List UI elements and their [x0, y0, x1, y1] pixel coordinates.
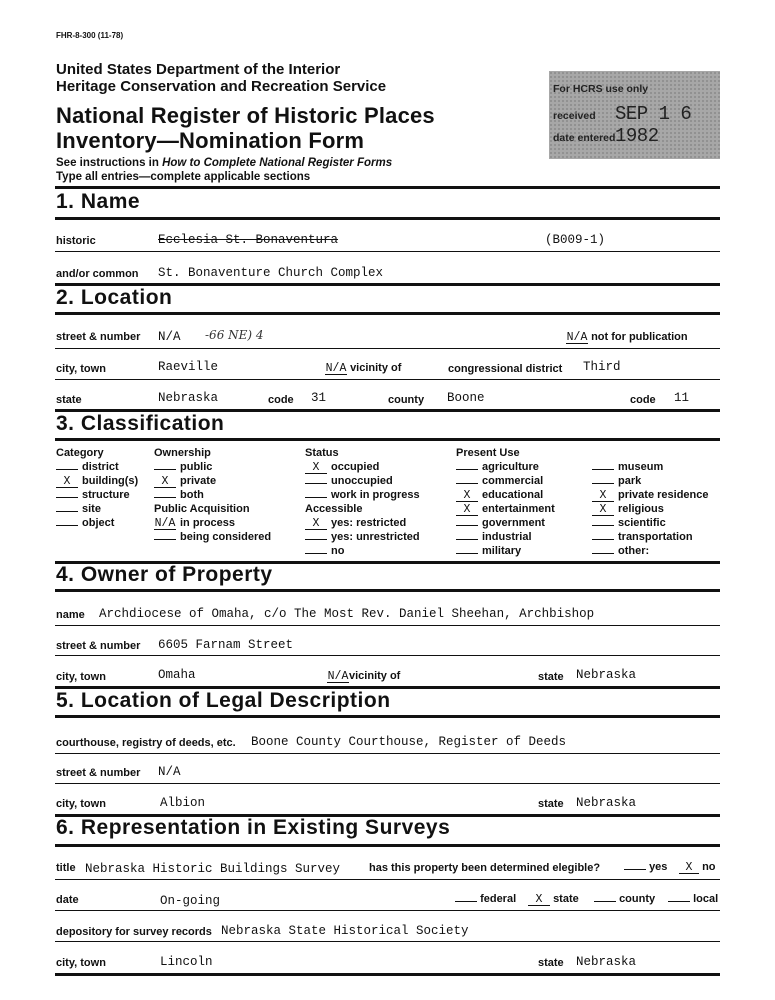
survey-date-label: date	[56, 894, 79, 906]
field-rule	[55, 753, 720, 754]
option-mark	[305, 553, 327, 554]
option-label: other:	[618, 545, 650, 557]
option-label: structure	[82, 489, 130, 501]
option-label: district	[82, 461, 119, 473]
legal-street-field[interactable]: N/A	[158, 765, 181, 779]
option-mark	[456, 539, 478, 540]
option-mark	[305, 483, 327, 484]
section-2-heading: 2. Location	[56, 286, 173, 309]
owner-city-field[interactable]: Omaha	[158, 668, 196, 682]
county-label: county	[388, 394, 425, 406]
category-heading: Category	[56, 447, 104, 459]
classification-option[interactable]	[592, 503, 664, 516]
state-field[interactable]: Nebraska	[158, 391, 219, 405]
level-state-label: state	[553, 893, 579, 905]
eligibility-yes-label: yes	[649, 861, 668, 873]
section-rule	[55, 715, 720, 718]
owner-street-field[interactable]: 6605 Farnam Street	[158, 638, 294, 652]
option-label: yes: restricted	[331, 517, 407, 529]
survey-state-label: state	[538, 957, 564, 969]
classification-option[interactable]	[456, 531, 532, 543]
section-6-heading: 6. Representation in Existing Surveys	[56, 816, 451, 839]
option-label: educational	[482, 489, 544, 501]
option-mark	[592, 525, 614, 526]
option-mark	[56, 469, 78, 470]
option-mark	[592, 483, 614, 484]
service-title: Heritage Conservation and Recreation Service	[56, 78, 387, 95]
option-mark: X	[592, 490, 614, 502]
option-label: in process	[180, 517, 236, 529]
level-county[interactable]	[594, 893, 655, 905]
option-label: military	[482, 545, 522, 557]
owner-name-field[interactable]: Archdiocese of Omaha, c/o The Most Rev. Daniel Sheehan, Archbishop	[99, 607, 595, 621]
congressional-district-field[interactable]: Third	[583, 360, 621, 374]
city-town-label: city, town	[56, 363, 106, 375]
accessible-heading: Accessible	[305, 503, 363, 515]
option-mark	[154, 497, 176, 498]
classification-option[interactable]	[305, 531, 420, 543]
option-mark: X	[305, 518, 327, 530]
option-mark	[154, 539, 176, 540]
classification-option[interactable]	[592, 461, 663, 473]
option-label: building(s)	[82, 475, 139, 487]
field-rule	[55, 379, 720, 380]
option-mark: X	[456, 504, 478, 516]
ownership-heading: Ownership	[154, 447, 211, 459]
county-field[interactable]: Boone	[447, 391, 485, 405]
instructions-prefix: See instructions in	[56, 157, 163, 169]
classification-option[interactable]	[456, 503, 555, 516]
instructions-line	[56, 157, 392, 169]
survey-city-label: city, town	[56, 957, 106, 969]
common-name-label: and/or common	[56, 268, 139, 280]
street-number-field[interactable]: N/A	[158, 330, 181, 344]
level-state-mark: X	[528, 894, 550, 906]
section-rule	[55, 844, 720, 847]
option-label: agriculture	[482, 461, 539, 473]
option-label: site	[82, 503, 101, 515]
option-mark	[592, 553, 614, 554]
option-label: yes: unrestricted	[331, 531, 420, 543]
section-rule	[55, 973, 720, 976]
status-heading: Status	[305, 447, 339, 459]
field-rule	[55, 655, 720, 656]
street-number-label: street & number	[56, 331, 141, 343]
field-rule	[55, 910, 720, 911]
classification-option[interactable]	[456, 517, 545, 529]
option-mark	[305, 539, 327, 540]
level-county-mark	[594, 901, 616, 902]
legal-city-field[interactable]: Albion	[160, 796, 206, 810]
option-label: private residence	[618, 489, 709, 501]
owner-state-label: state	[538, 671, 564, 683]
field-rule	[55, 783, 720, 784]
classification-option[interactable]	[456, 545, 521, 557]
classification-option[interactable]	[456, 489, 543, 502]
classification-option[interactable]	[56, 517, 114, 529]
classification-option[interactable]	[592, 475, 641, 487]
eligibility-yes-mark	[624, 869, 646, 870]
survey-date-field[interactable]: On-going	[160, 894, 221, 908]
depository-label: depository for survey records	[56, 926, 212, 938]
historic-code: (B009-1)	[545, 233, 606, 247]
classification-option[interactable]	[154, 531, 271, 543]
classification-option[interactable]	[305, 461, 379, 474]
legal-state-label: state	[538, 798, 564, 810]
section-1-heading: 1. Name	[56, 190, 141, 213]
classification-option[interactable]	[56, 475, 138, 488]
option-mark	[456, 469, 478, 470]
option-label: museum	[618, 461, 664, 473]
survey-title-field[interactable]: Nebraska Historic Buildings Survey	[85, 862, 341, 876]
option-label: commercial	[482, 475, 544, 487]
vicinity-mark: N/A	[325, 362, 347, 375]
owner-vicinity-checkbox[interactable]	[327, 670, 400, 683]
option-mark	[154, 469, 176, 470]
legal-city-label: city, town	[56, 798, 106, 810]
eligibility-no-mark: X	[679, 862, 699, 874]
field-rule	[55, 348, 720, 349]
level-local-mark	[668, 901, 690, 902]
classification-option[interactable]	[592, 517, 666, 529]
eligibility-no[interactable]	[679, 861, 716, 874]
eligibility-yes[interactable]	[624, 861, 667, 873]
option-label: religious	[618, 503, 664, 515]
option-label: occupied	[331, 461, 380, 473]
option-mark: X	[592, 504, 614, 516]
option-mark	[456, 525, 478, 526]
department-title: United States Department of the Interior	[56, 61, 341, 78]
option-label: private	[180, 475, 217, 487]
option-mark	[56, 511, 78, 512]
option-mark	[305, 497, 327, 498]
option-mark: X	[154, 476, 176, 488]
section-4-heading: 4. Owner of Property	[56, 563, 273, 586]
classification-option[interactable]	[456, 461, 539, 473]
survey-city-field[interactable]: Lincoln	[160, 955, 213, 969]
hcrs-stamp	[549, 71, 720, 159]
owner-name-label: name	[56, 609, 85, 621]
field-rule	[55, 625, 720, 626]
field-rule	[55, 879, 720, 880]
option-mark	[592, 469, 614, 470]
form-title-line1: National Register of Historic Places	[56, 103, 435, 128]
option-label: government	[482, 517, 545, 529]
classification-option[interactable]	[56, 461, 119, 473]
eligibility-no-label: no	[702, 861, 716, 873]
classification-option[interactable]	[305, 475, 393, 487]
option-label: public	[180, 461, 213, 473]
option-mark	[456, 553, 478, 554]
section-rule	[55, 589, 720, 592]
option-mark: N/A	[154, 517, 176, 530]
level-local-label: local	[693, 893, 719, 905]
eligibility-question: has this property been determined elegible?	[369, 862, 601, 874]
option-mark	[456, 483, 478, 484]
county-code-field[interactable]: 11	[674, 391, 690, 405]
option-label: work in progress	[331, 489, 420, 501]
form-title-line2: Inventory—Nomination Form	[56, 128, 365, 153]
level-federal-mark	[455, 901, 477, 902]
field-rule	[55, 941, 720, 942]
depository-field[interactable]: Nebraska State Historical Society	[221, 924, 469, 938]
stamp-received-label: received	[553, 110, 596, 122]
city-town-field[interactable]: Raeville	[158, 360, 219, 374]
owner-city-label: city, town	[56, 671, 106, 683]
instructions-type: Type all entries—complete applicable sections	[56, 171, 311, 183]
state-code-field[interactable]: 31	[311, 391, 327, 405]
option-label: entertainment	[482, 503, 555, 515]
classification-option[interactable]	[56, 489, 130, 501]
stamp-entered-label: date entered	[553, 132, 616, 144]
state-label: state	[56, 394, 82, 406]
owner-street-label: street & number	[56, 640, 141, 652]
classification-option[interactable]	[154, 475, 216, 488]
courthouse-field[interactable]: Boone County Courthouse, Register of Deeds	[251, 735, 567, 749]
option-label: scientific	[618, 517, 666, 529]
option-label: park	[618, 475, 642, 487]
option-mark: X	[305, 462, 327, 474]
county-code-label: code	[630, 394, 656, 406]
classification-option[interactable]	[305, 517, 406, 530]
survey-title-label: title	[56, 862, 76, 874]
vicinity-label: vicinity of	[350, 362, 402, 374]
legal-state-field[interactable]: Nebraska	[576, 796, 637, 810]
option-label: no	[331, 545, 345, 557]
section-rule	[55, 438, 720, 441]
option-label: industrial	[482, 531, 532, 543]
stamp-use-only: For HCRS use only	[553, 83, 649, 95]
present-use-heading: Present Use	[456, 447, 520, 459]
courthouse-label: courthouse, registry of deeds, etc.	[56, 737, 236, 749]
option-mark: X	[456, 490, 478, 502]
classification-option[interactable]	[56, 503, 101, 515]
classification-option[interactable]	[456, 475, 543, 487]
level-county-label: county	[619, 893, 656, 905]
option-mark	[592, 539, 614, 540]
classification-option[interactable]	[154, 489, 204, 501]
form-id: FHR-8-300 (11-78)	[56, 31, 124, 40]
option-mark	[56, 525, 78, 526]
level-state[interactable]	[528, 893, 579, 906]
owner-state-field[interactable]: Nebraska	[576, 668, 637, 682]
option-label: transportation	[618, 531, 693, 543]
legal-street-label: street & number	[56, 767, 141, 779]
historic-name-field[interactable]: Ecclesia St. Bonaventura	[158, 233, 339, 247]
historic-label: historic	[56, 235, 96, 247]
classification-option[interactable]	[592, 489, 709, 502]
not-for-publication-label: not for publication	[591, 331, 688, 343]
state-code-label: code	[268, 394, 294, 406]
option-label: both	[180, 489, 204, 501]
not-for-publication[interactable]	[566, 331, 688, 344]
handwritten-annotation: -66 NE) 4	[205, 328, 264, 342]
section-rule	[55, 186, 720, 189]
classification-option[interactable]	[305, 489, 420, 501]
classification-option[interactable]	[305, 545, 344, 557]
survey-state-field[interactable]: Nebraska	[576, 955, 637, 969]
owner-vicinity-mark: N/A	[327, 670, 349, 683]
option-label: object	[82, 517, 115, 529]
field-rule	[55, 251, 720, 252]
congressional-district-label: congressional district	[448, 363, 563, 375]
level-federal[interactable]	[455, 893, 516, 905]
stamp-received-date: SEP 1 6 1982	[615, 103, 692, 147]
classification-option[interactable]	[154, 461, 212, 473]
section-3-heading: 3. Classification	[56, 412, 225, 435]
instructions-guide: How to Complete National Register Forms	[162, 157, 393, 169]
classification-option[interactable]	[592, 545, 649, 557]
classification-option[interactable]	[592, 531, 693, 543]
option-mark	[56, 497, 78, 498]
common-name-field[interactable]: St. Bonaventure Church Complex	[158, 266, 384, 280]
section-5-heading: 5. Location of Legal Description	[56, 689, 391, 712]
section-rule	[55, 312, 720, 315]
level-federal-label: federal	[480, 893, 517, 905]
option-label: unoccupied	[331, 475, 393, 487]
section-rule	[55, 217, 720, 220]
owner-vicinity-label: vicinity of	[349, 670, 401, 682]
option-mark: X	[56, 476, 78, 488]
classification-option[interactable]	[154, 517, 235, 530]
not-for-publication-mark: N/A	[566, 331, 588, 344]
option-label: being considered	[180, 531, 272, 543]
public-acquisition-heading: Public Acquisition	[154, 503, 250, 515]
vicinity-checkbox[interactable]	[325, 362, 401, 375]
level-local[interactable]	[668, 893, 718, 905]
